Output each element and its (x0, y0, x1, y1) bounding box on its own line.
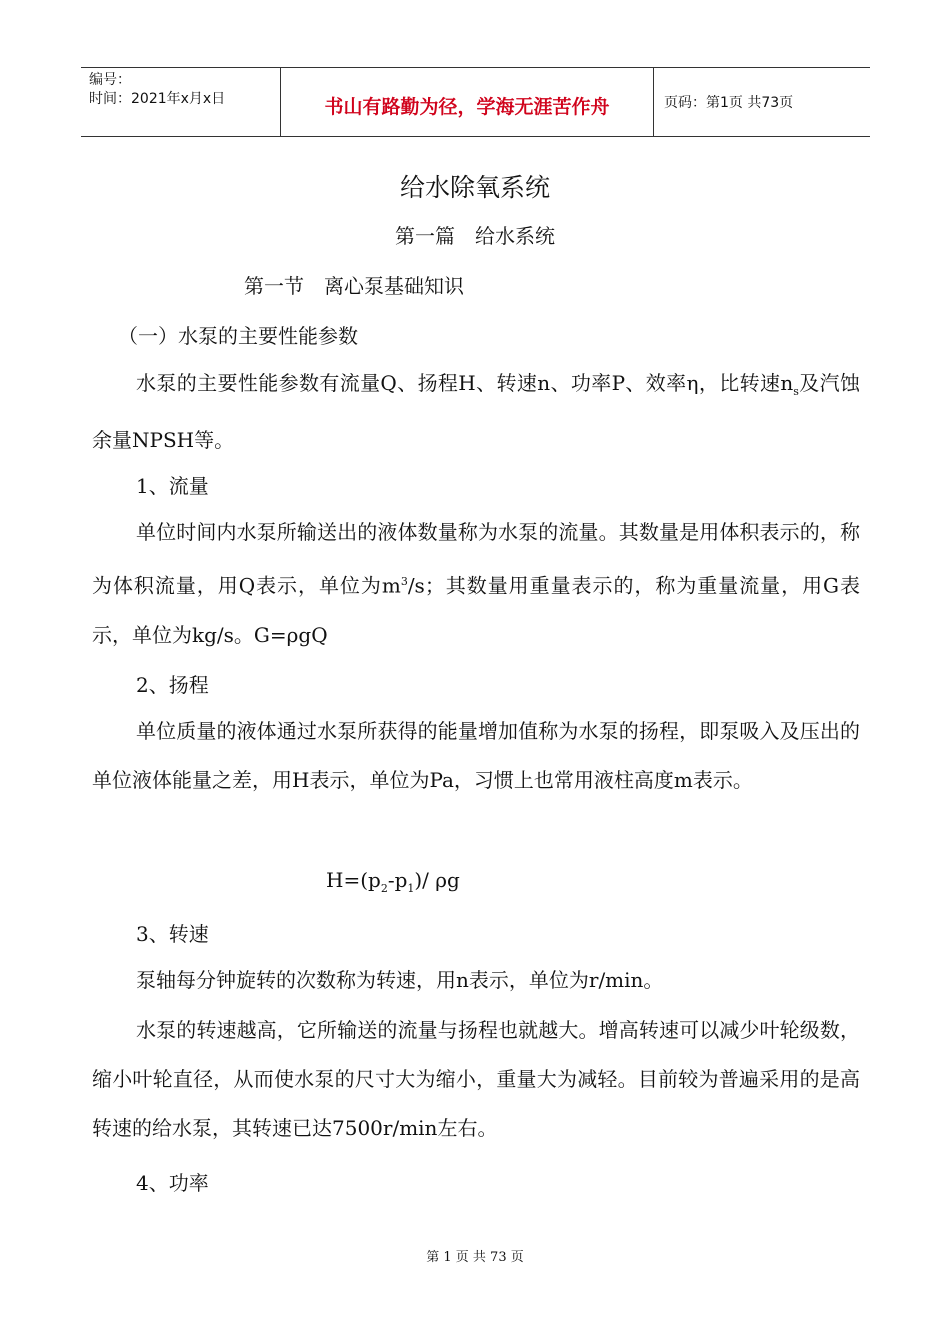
paragraph-speed-detail: 水泵的转速越高，它所输送的流量与扬程也就越大。增高转速可以减少叶轮级数，缩小叶轮直径，从而使水泵的尺寸大为缩小，重量大为减轻。目前较为普遍采用的是高转速的给水泵，其转速已达7500r/min左右。 (92, 1018, 860, 1140)
paragraph-parameters (92, 359, 860, 465)
paragraph-text: 及汽蚀余量NPSH等。 (92, 371, 860, 452)
page-footer: 第 1 页 共 73 页 (426, 1250, 524, 1265)
paragraph-text: 水泵的主要性能参数有流量Q、扬程H、转速n、功率P、效率η，比转速n (136, 371, 794, 395)
paragraph-text: 单位时间内水泵所输送出的液体数量称为水泵的流量。其数量是用体积表示的，称为体积流量，用Q表示，单位为m (92, 520, 860, 598)
paragraph-text: /s；其数量用重量表示的，称为重量流量，用G表示，单位为kg/s。G=ρgQ (92, 573, 860, 647)
item-flow: 1、流量 (136, 474, 209, 498)
formula-head (326, 868, 460, 895)
item-speed: 3、转速 (136, 922, 209, 946)
document-header (81, 67, 870, 137)
formula-subscript: 1 (407, 882, 415, 895)
heading-pump-parameters: （一）水泵的主要性能参数 (118, 324, 358, 348)
header-motto: 书山有路勤为径，学海无涯苦作舟 (281, 68, 654, 136)
item-power: 4、功率 (136, 1171, 209, 1195)
document-number-label: 编号： (89, 72, 131, 88)
part-title: 第一篇 给水系统 (395, 224, 555, 248)
header-meta (81, 68, 281, 136)
subscript: s (793, 385, 799, 398)
paragraph-head: 单位质量的液体通过水泵所获得的能量增加值称为水泵的扬程，即泵吸入及压出的单位液体能量之差，用H表示，单位为Pa，习惯上也常用液柱高度m表示。 (92, 719, 860, 792)
section-title: 第一节 离心泵基础知识 (244, 274, 464, 298)
item-head: 2、扬程 (136, 673, 209, 697)
formula-subscript: 2 (380, 882, 388, 895)
document-date: 时间：2021年x月x日 (89, 91, 226, 107)
formula-part: )/ ρg (414, 868, 460, 892)
superscript: 3 (400, 575, 408, 588)
formula-part: -p (387, 868, 408, 892)
header-page-info: 页码：第1页 共73页 (664, 95, 794, 111)
paragraph-flow (92, 508, 860, 660)
document-title: 给水除氧系统 (399, 173, 550, 202)
paragraph-speed: 泵轴每分钟旋转的次数称为转速，用n表示，单位为r/min。 (136, 968, 664, 992)
formula-part: H=(p (326, 868, 381, 892)
